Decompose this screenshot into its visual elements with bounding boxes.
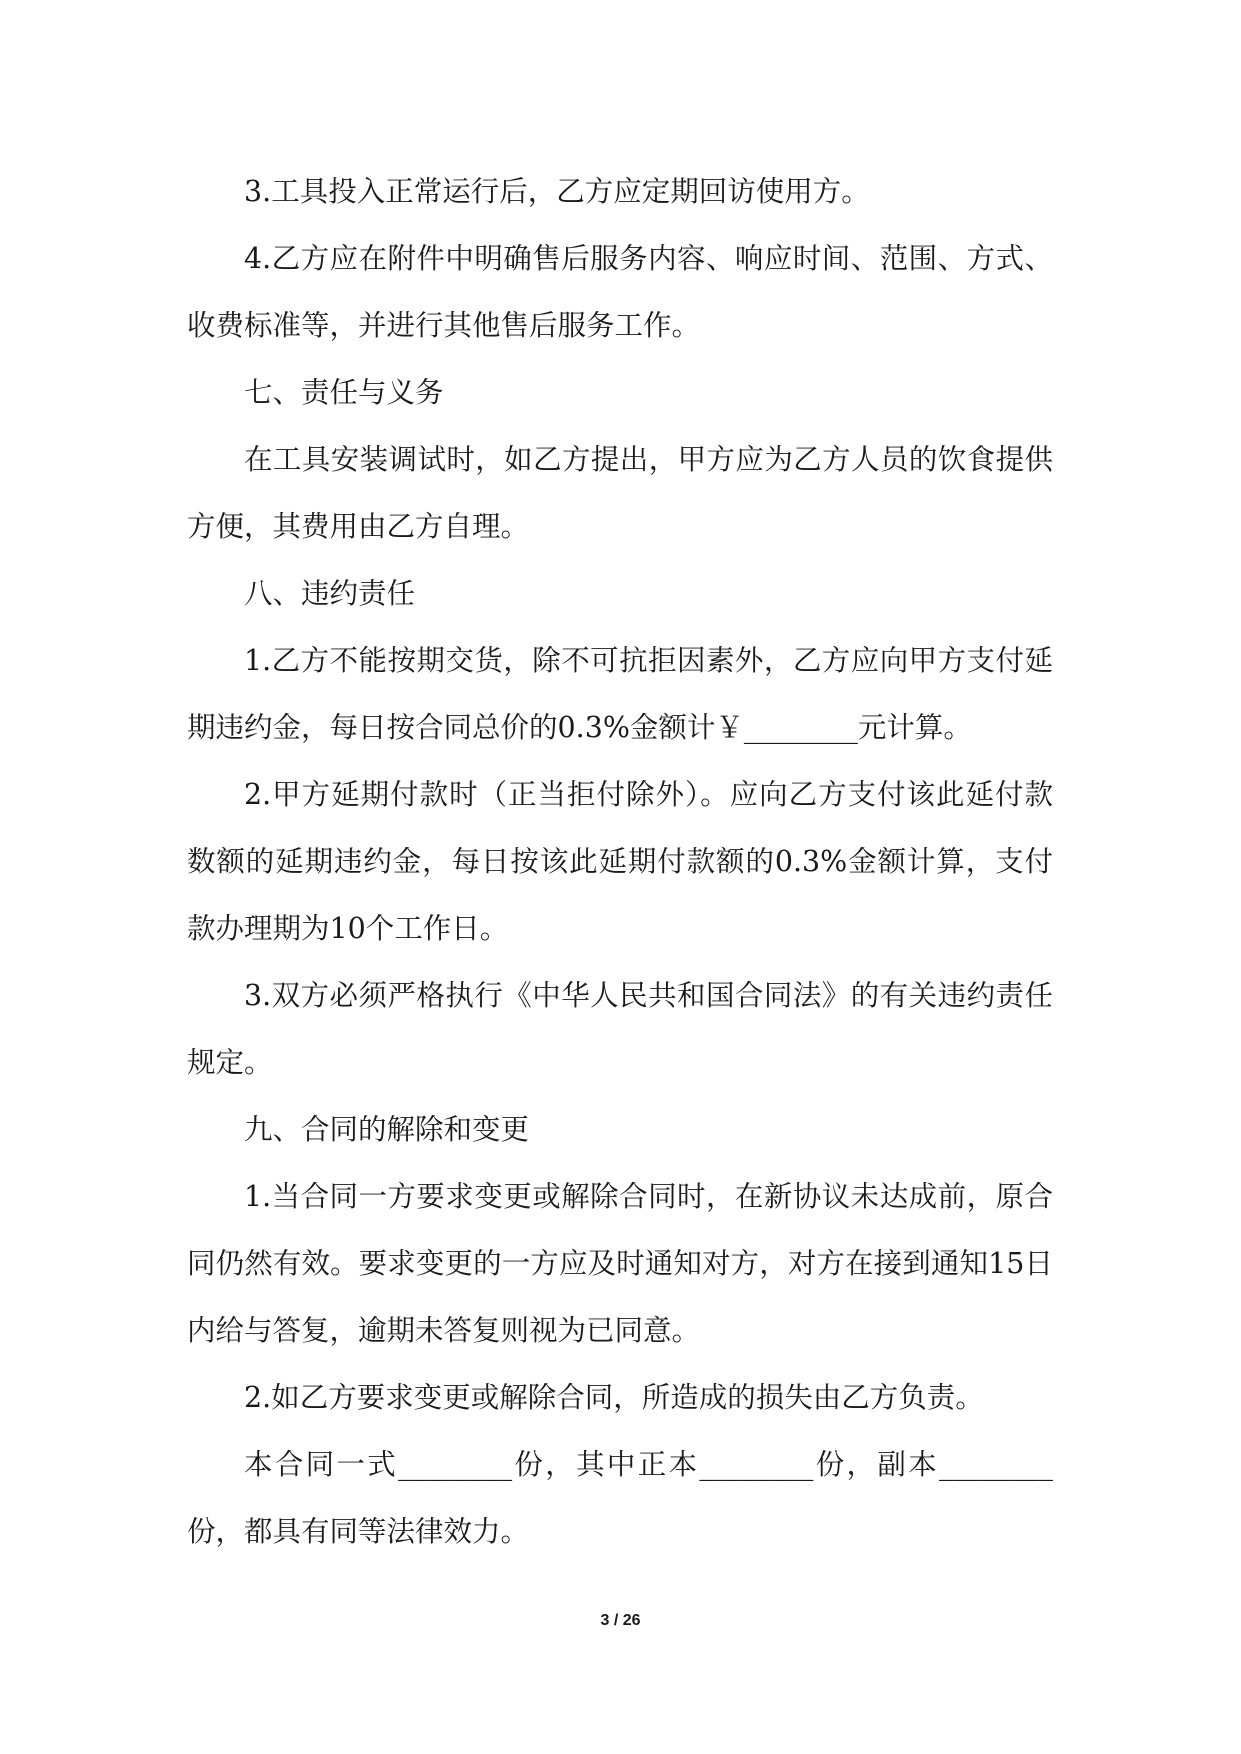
page-number: 3 / 26	[600, 1612, 641, 1629]
section-8-clause-3: 3.双方必须严格执行《中华人民共和国合同法》的有关违约责任规定。	[187, 979, 1053, 1079]
section-7-heading: 七、责任与义务	[244, 376, 444, 409]
section-8-clause-1: 1.乙方不能按期交货，除不可抗拒因素外，乙方应向甲方支付延期违约金，每日按合同总价的0.3%金额计￥________元计算。	[187, 644, 1053, 744]
section-9-clause-2: 2.如乙方要求变更或解除合同，所造成的损失由乙方负责。	[244, 1381, 984, 1414]
clause-4-paragraph: 4.乙方应在附件中明确售后服务内容、响应时间、范围、方式、收费标准等，并进行其他售后服务工作。	[187, 242, 1053, 342]
section-9-heading: 九、合同的解除和变更	[244, 1113, 530, 1146]
document-body	[187, 158, 1053, 1565]
section-7-paragraph: 在工具安装调试时，如乙方提出，甲方应为乙方人员的饮食提供方便，其费用由乙方自理。	[187, 443, 1053, 543]
section-8-heading: 八、违约责任	[244, 577, 416, 610]
section-8-clause-2: 2.甲方延期付款时（正当拒付除外）。应向乙方支付该此延付款数额的延期违约金，每日按该此延期付款额的0.3%金额计算，支付款办理期为10个工作日。	[187, 778, 1053, 945]
section-9-clause-1: 1.当合同一方要求变更或解除合同时，在新协议未达成前，原合同仍然有效。要求变更的一方应及时通知对方，对方在接到通知15日内给与答复，逾期未答复则视为已同意。	[187, 1180, 1053, 1347]
clause-3-paragraph: 3.工具投入正常运行后，乙方应定期回访使用方。	[244, 175, 870, 208]
copies-paragraph: 本合同一式________份，其中正本________份，副本________份，都具有同等法律效力。	[187, 1448, 1053, 1548]
